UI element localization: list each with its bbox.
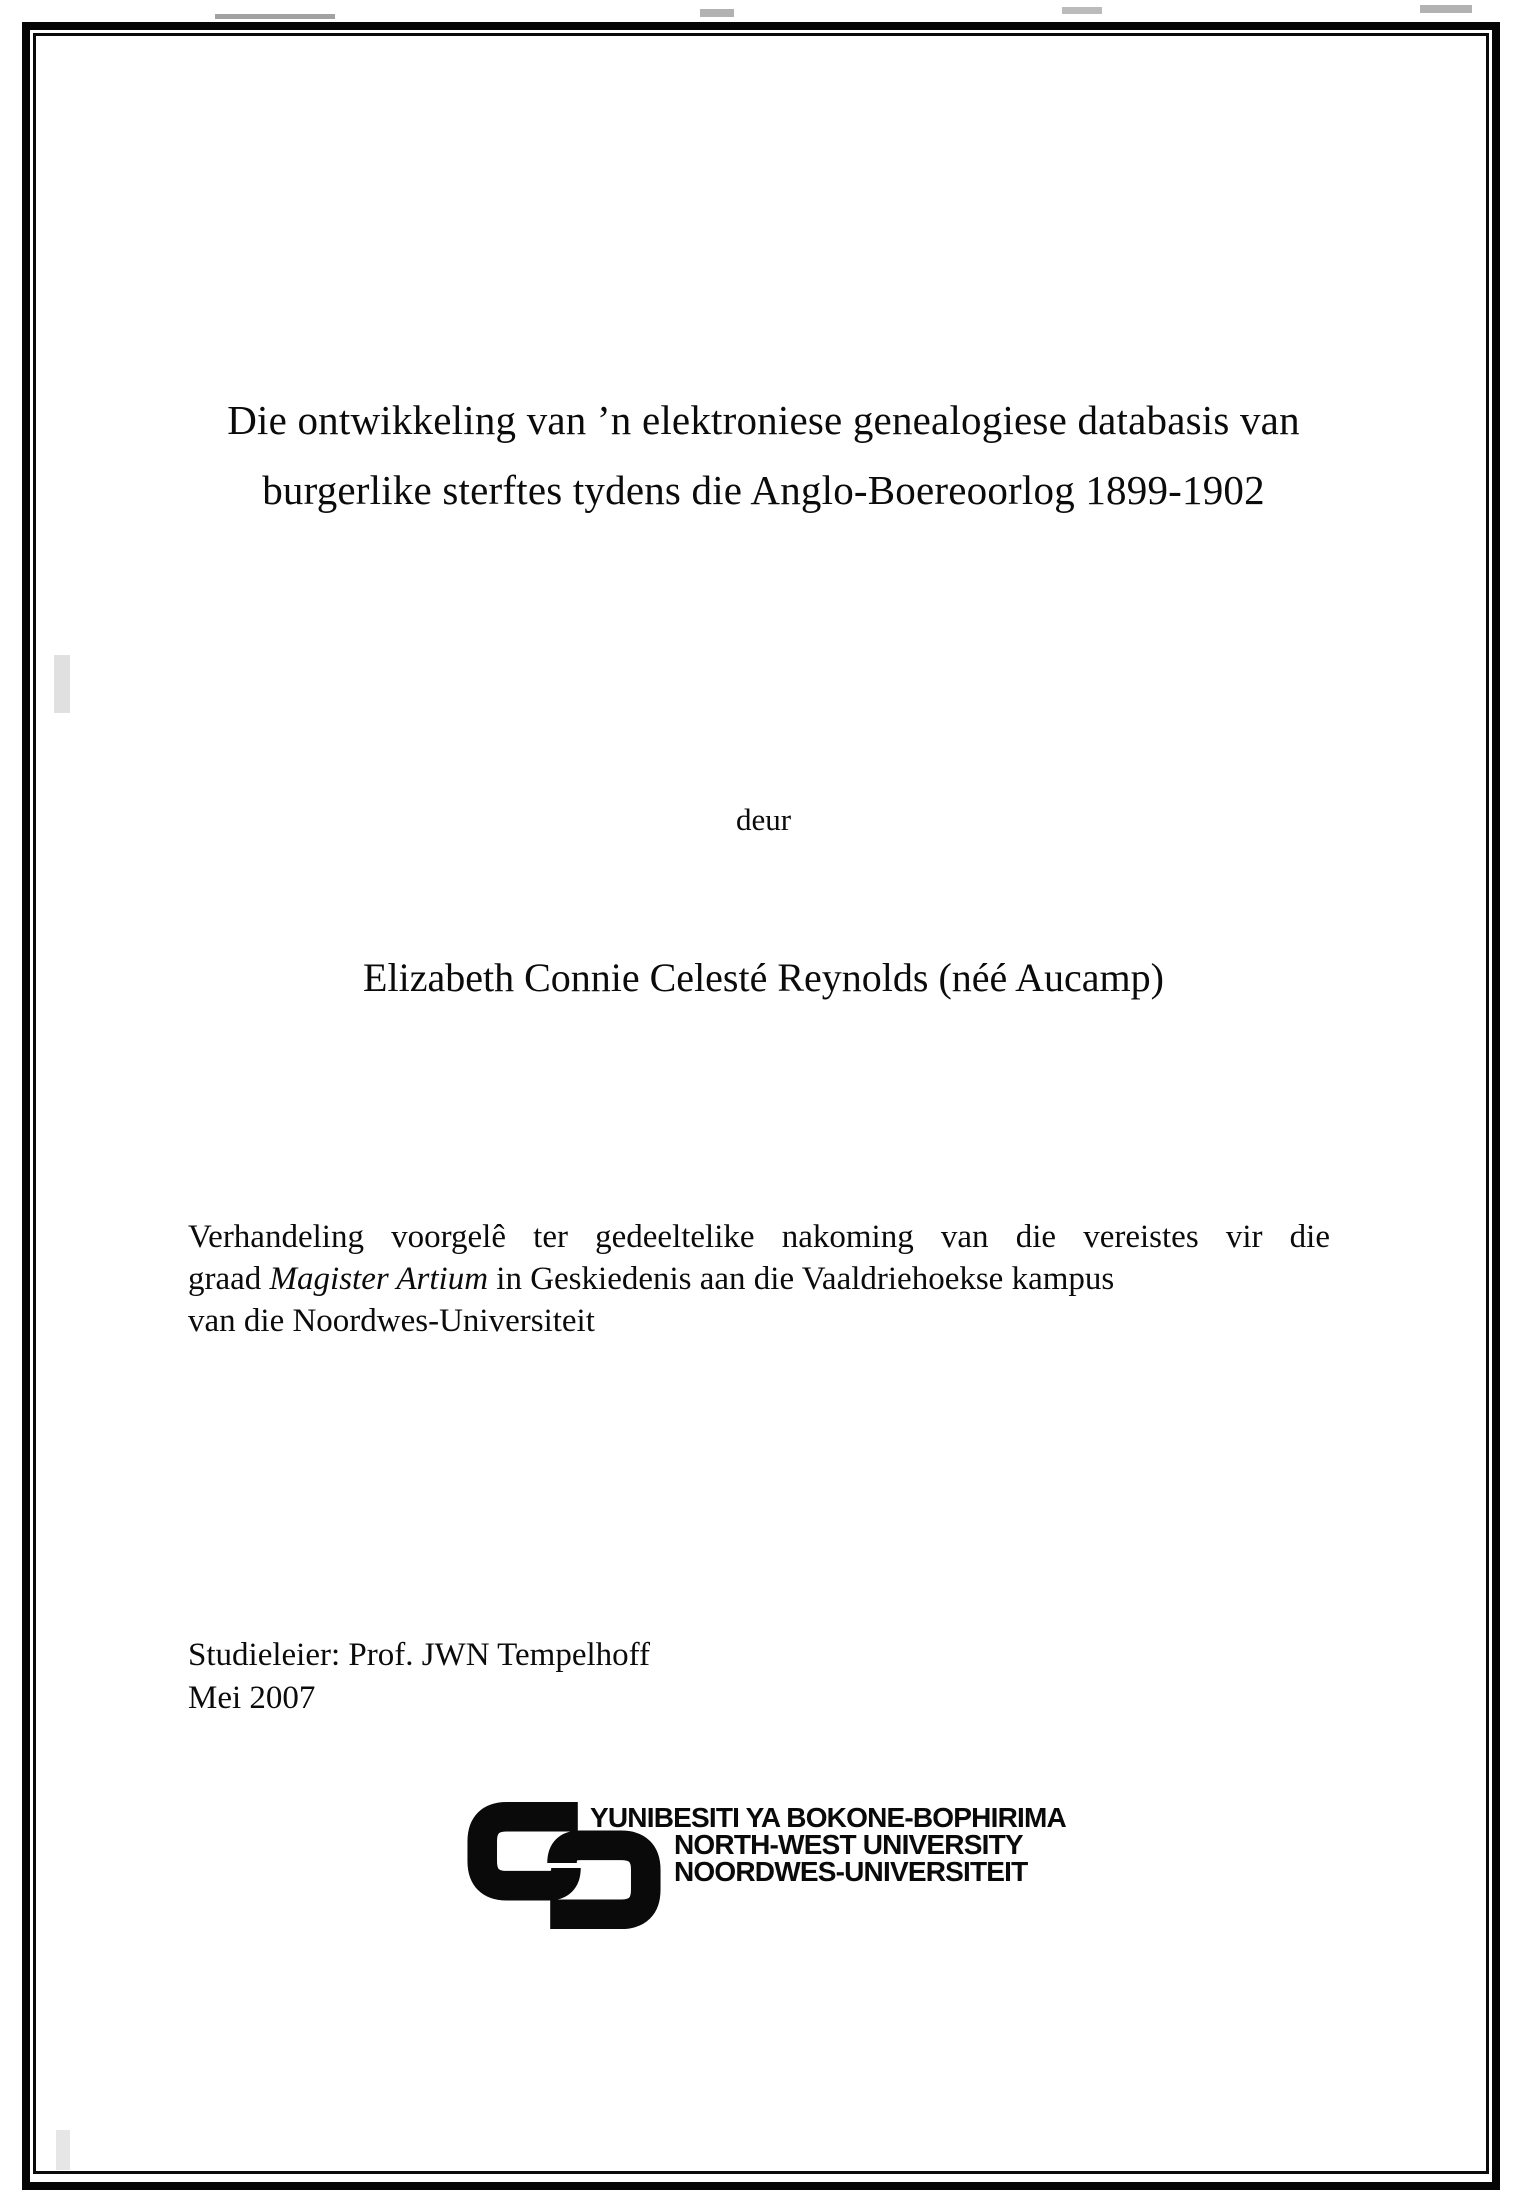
thesis-title-line-2: burgerlike sterftes tydens die Anglo-Boereoorlog 1899-1902 — [262, 467, 1265, 513]
thesis-title-line-1: Die ontwikkeling van ’n elektroniese genealogiese databasis van — [227, 397, 1300, 443]
degree-name-italic: Magister Artium — [269, 1261, 489, 1297]
degree-statement-line-2 — [188, 1258, 1330, 1300]
university-logo — [465, 1798, 1105, 1938]
scan-artifact — [1062, 7, 1102, 14]
byline-label: deur — [735, 802, 792, 837]
author-name: Elizabeth Connie Celesté Reynolds (néé Aucamp) — [363, 955, 1164, 1000]
degree-statement-line-2-pre: graad — [188, 1261, 270, 1297]
scan-artifact — [56, 2130, 70, 2170]
scan-artifact — [700, 9, 734, 17]
degree-statement-line-2-post: in Geskiedenis aan die Vaaldriehoekse kampus — [488, 1261, 1115, 1297]
logo-wordmark-english: NORTH-WEST UNIVERSITY — [674, 1829, 1023, 1860]
supervisor-line: Studieleier: Prof. JWN Tempelhoff — [188, 1637, 651, 1673]
scan-artifact — [215, 14, 335, 19]
logo-wordmark-setswana: YUNIBESITI YA BOKONE-BOPHIRIMA — [590, 1802, 1066, 1833]
scan-artifact — [1420, 5, 1472, 13]
degree-statement-line-3: van die Noordwes-Universiteit — [188, 1303, 595, 1339]
degree-statement — [188, 1216, 1330, 1342]
date-line: Mei 2007 — [188, 1680, 316, 1716]
scan-artifact — [54, 655, 70, 713]
logo-wordmark-afrikaans: NOORDWES-UNIVERSITEIT — [674, 1856, 1028, 1887]
logo-wordmark — [590, 1804, 1066, 1885]
degree-statement-line-1: Verhandeling voorgelê ter gedeeltelike nakoming van die vereistes vir die — [188, 1219, 1330, 1255]
supervisor-block — [188, 1634, 650, 1720]
